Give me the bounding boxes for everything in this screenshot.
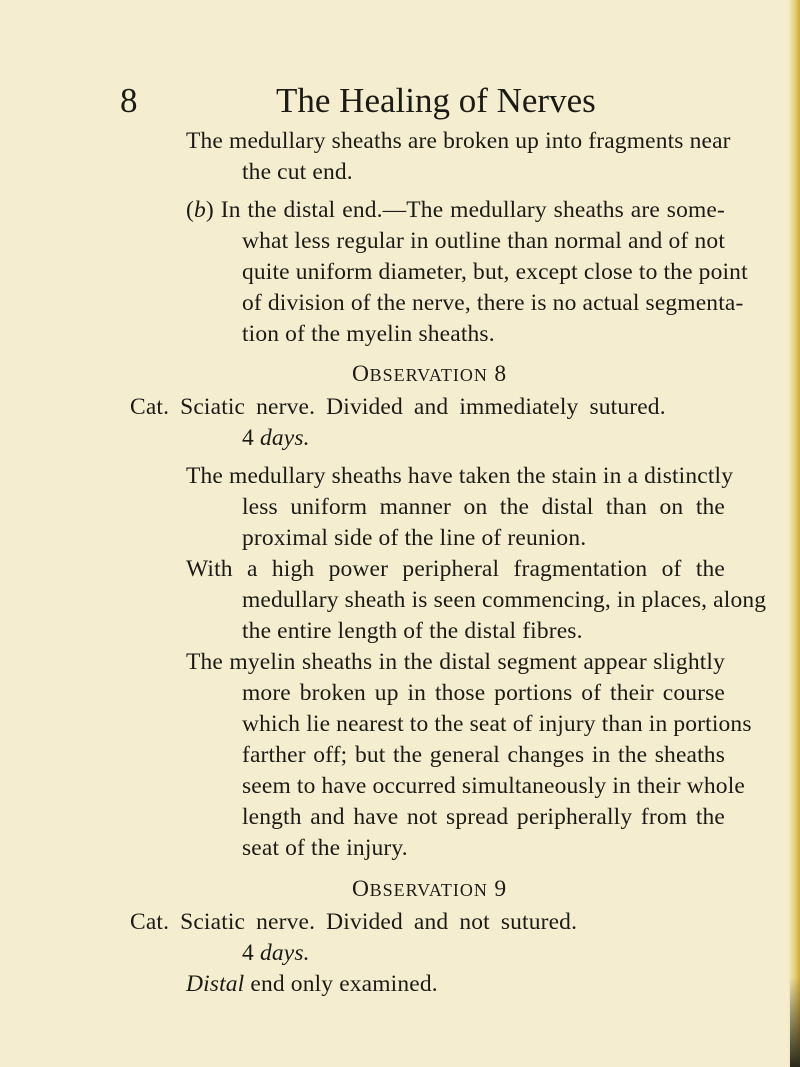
text-line: With a high power peripheral fragmentation of the (186, 556, 725, 582)
text-line: less uniform manner on the distal than on the (242, 494, 725, 520)
text-line: medullary sheath is seen commencing, in places, along (242, 587, 767, 613)
text-line: of division of the nerve, there is no actual segmenta- (242, 290, 744, 316)
text-line: 4 days. (242, 940, 310, 966)
text-line: more broken up in those portions of their course (242, 680, 725, 706)
text-line: length and have not spread peripherally from the (242, 804, 725, 830)
text-line: quite uniform diameter, but, except close to the point (242, 259, 748, 285)
running-title: The Healing of Nerves (276, 81, 596, 120)
text-line: Cat. Sciatic nerve. Divided and not sutured. (130, 909, 578, 935)
page-edge-shadow (790, 977, 800, 1067)
text-line: (b) In the distal end.—The medullary sheaths are some- (186, 197, 725, 223)
text-line: seem to have occurred simultaneously in their whole (242, 773, 745, 799)
text-line: farther off; but the general changes in the sheaths (242, 742, 725, 768)
text-line: Distal end only examined. (186, 971, 438, 997)
italic-b: b (193, 197, 206, 223)
text-line: the cut end. (242, 159, 353, 185)
observation-heading: OBSERVATION 8 (352, 361, 507, 387)
text-line: what less regular in outline than normal and of not (242, 228, 725, 254)
text-line: 4 days. (242, 425, 310, 451)
text-line: proximal side of the line of reunion. (242, 525, 587, 551)
text-line: tion of the myelin sheaths. (242, 321, 495, 347)
text-line: The medullary sheaths are broken up into fragments near (186, 128, 731, 154)
text-line: seat of the injury. (242, 835, 408, 861)
text-line: Cat. Sciatic nerve. Divided and immediately sutured. (130, 394, 666, 420)
text-line: The medullary sheaths have taken the stain in a distinctly (186, 463, 734, 489)
text-line: The myelin sheaths in the distal segment appear slightly (186, 649, 725, 675)
text-line: the entire length of the distal fibres. (242, 618, 583, 644)
text-line: which lie nearest to the seat of injury than in portions (242, 711, 752, 737)
page-number: 8 (120, 81, 138, 120)
page-edge (788, 0, 800, 1067)
observation-heading: OBSERVATION 9 (352, 876, 507, 902)
